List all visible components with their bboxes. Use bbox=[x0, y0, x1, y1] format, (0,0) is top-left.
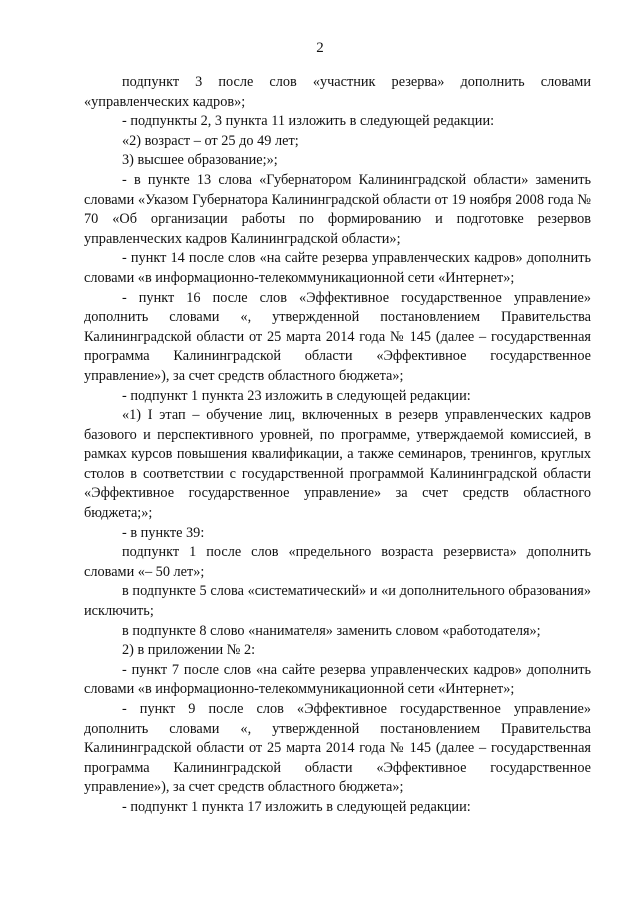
paragraph: - подпункт 1 пункта 17 изложить в следующей редакции: bbox=[122, 798, 471, 815]
paragraph: подпункт 3 после слов «участник резерва» дополнить словами «управленческих кадров»; bbox=[84, 74, 591, 110]
paragraph: - пункт 16 после слов «Эффективное государственное управление» дополнить словами «, утвержденной постановлением Правительства Калининградской области от 25 марта 2014 года № 145 (далее – государственная программа Калининградской области «Эффективное государственное управление»), за счет средств областного бюджета»; bbox=[84, 289, 591, 384]
paragraph: - пункт 7 после слов «на сайте резерва управленческих кадров» дополнить словами «в информационно-телекоммуникационной сети «Интернет»; bbox=[84, 661, 591, 698]
paragraph: - пункт 9 после слов «Эффективное государственное управление» дополнить словами «, утвержденной постановлением Правительства Калининградской области от 25 марта 2014 года № 145 (далее – государственная программа Калининградской области «Эффективное государственное управление»), за счет средств областного бюджета»; bbox=[84, 701, 591, 796]
paragraph: - подпункт 1 пункта 23 изложить в следующей редакции: bbox=[122, 387, 471, 404]
paragraph: - подпункты 2, 3 пункта 11 изложить в следующей редакции: bbox=[122, 113, 495, 130]
paragraph: «1) I этап – обучение лиц, включенных в резерв управленческих кадров базового и перспективного уровней, по программе, утверждаемой комиссией, в рамках курсов повышения квалификации, а также семинаров, тренингов, круглых столов в соответствии с государственной программой Калининградской области «Эффективное государственное управление» за счет средств областного бюджета;»; bbox=[84, 407, 591, 522]
paragraph: 2) в приложении № 2: bbox=[122, 642, 256, 659]
paragraph: подпункт 1 после слов «предельного возраста резервиста» дополнить словами «– 50 лет»; bbox=[84, 544, 591, 580]
page-number: 2 bbox=[316, 40, 324, 56]
paragraph: - пункт 14 после слов «на сайте резерва управленческих кадров» дополнить словами «в информационно-телекоммуникационной сети «Интернет»; bbox=[84, 250, 591, 286]
paragraph: «2) возраст – от 25 до 49 лет; bbox=[122, 132, 299, 149]
paragraph: 3) высшее образование;»; bbox=[122, 152, 278, 169]
paragraph: в подпункте 5 слова «систематический» и «и дополнительного образования» исключить; bbox=[84, 583, 591, 620]
paragraph: - в пункте 13 слова «Губернатором Калининградской области» заменить словами «Указом Губернатора Калининградской области от 19 ноября 2008 года № 70 «Об организации работы по формированию и подготовке резервов управленческих кадров Калининградской области»; bbox=[84, 171, 591, 247]
document-body bbox=[84, 73, 591, 818]
paragraph: - в пункте 39: bbox=[122, 524, 205, 541]
paragraph: в подпункте 8 слово «нанимателя» заменить словом «работодателя»; bbox=[122, 622, 541, 639]
